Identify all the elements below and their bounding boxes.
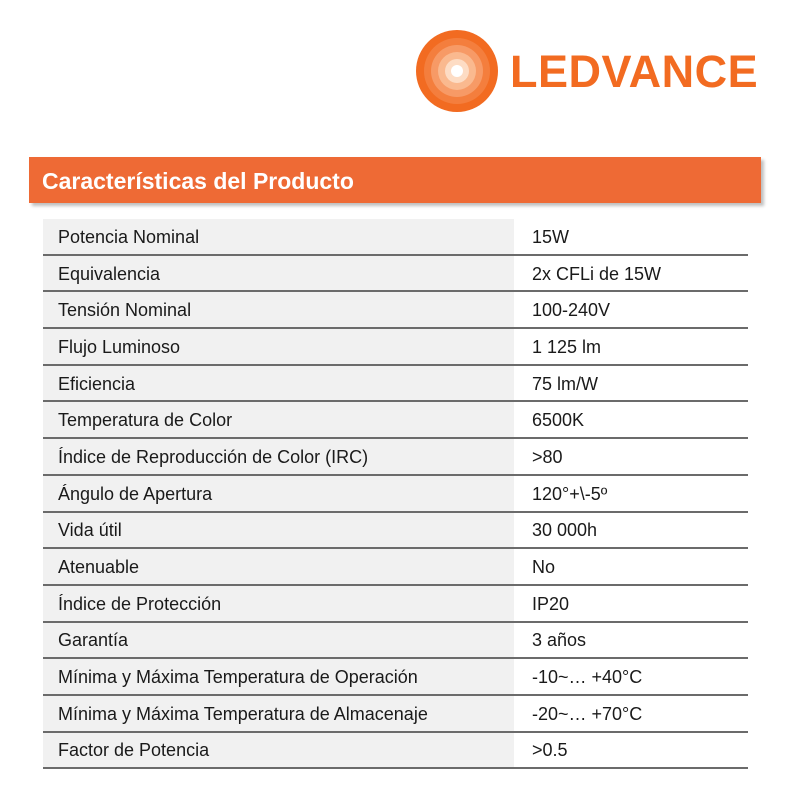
spec-value: >0.5 — [532, 740, 568, 761]
spec-value: 100-240V — [532, 300, 611, 321]
spec-value: 120°+\-5º — [532, 483, 608, 504]
spec-value: 3 años — [532, 630, 587, 651]
brand-logo — [416, 28, 758, 114]
spec-value: 1 125 lm — [532, 336, 602, 357]
table-row — [43, 366, 748, 403]
spec-value: >80 — [532, 446, 563, 467]
ledvance-circle-logo-icon — [416, 30, 498, 112]
table-row — [43, 733, 748, 770]
spec-label: Factor de Potencia — [43, 733, 514, 768]
table-row — [43, 256, 748, 293]
section-header — [29, 157, 761, 203]
spec-label: Eficiencia — [43, 366, 514, 401]
spec-value: 2x CFLi de 15W — [532, 263, 662, 284]
table-row — [43, 659, 748, 696]
table-row — [43, 292, 748, 329]
spec-label: Equivalencia — [43, 256, 514, 291]
spec-label: Flujo Luminoso — [43, 329, 514, 364]
brand-name: LEDVANCE — [510, 45, 759, 97]
spec-label: Garantía — [43, 623, 514, 658]
table-row — [43, 513, 748, 550]
table-row — [43, 623, 748, 660]
spec-value: -20~… +70°C — [532, 703, 643, 724]
spec-label: Potencia Nominal — [43, 219, 514, 254]
table-row — [43, 329, 748, 366]
table-row — [43, 476, 748, 513]
spec-value: IP20 — [532, 593, 570, 614]
table-row — [43, 696, 748, 733]
spec-value: 75 lm/W — [532, 373, 599, 394]
spec-value: 15W — [532, 226, 570, 247]
spec-label: Índice de Reproducción de Color (IRC) — [43, 439, 514, 474]
section-title: Características del Producto — [42, 168, 354, 194]
spec-value: 6500K — [532, 410, 585, 431]
spec-label: Índice de Protección — [43, 586, 514, 621]
spec-table — [43, 219, 748, 769]
spec-value: -10~… +40°C — [532, 667, 643, 688]
spec-label: Mínima y Máxima Temperatura de Almacenaje — [43, 696, 514, 731]
spec-value: No — [532, 557, 556, 578]
table-row — [43, 219, 748, 256]
table-row — [43, 586, 748, 623]
spec-label: Tensión Nominal — [43, 292, 514, 327]
spec-label: Temperatura de Color — [43, 402, 514, 437]
spec-label: Ángulo de Apertura — [43, 476, 514, 511]
spec-label: Atenuable — [43, 549, 514, 584]
spec-label: Vida útil — [43, 513, 514, 548]
table-row — [43, 439, 748, 476]
spec-label: Mínima y Máxima Temperatura de Operación — [43, 659, 514, 694]
spec-value: 30 000h — [532, 520, 598, 541]
table-row — [43, 402, 748, 439]
table-row — [43, 549, 748, 586]
